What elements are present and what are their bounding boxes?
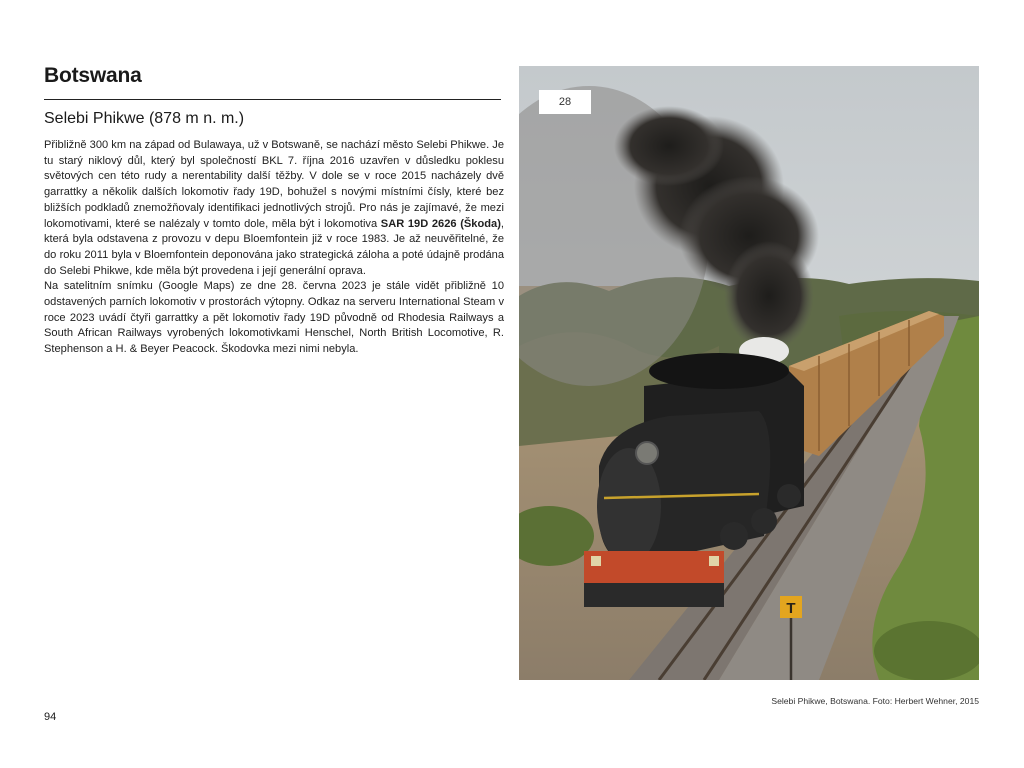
photo-illustration [519,66,979,680]
sign-letter: T [786,600,796,617]
photo-number-badge: 28 [539,90,591,114]
paragraph-1-end: , která byla odstavena z provozu v depu Bloemfontein již v roce 1983. Je až neuvěřitelné, že do roku 2011 byla v Bloemfontein deponována jako strategická záloha a poté údajně prodána do Selebi Phikwe, kde měla být provedena i její generální oprava. [44,217,504,277]
section-heading: Selebi Phikwe (878 m n. m.) [44,110,245,127]
paragraph-1-start: Přibližně 300 km na západ od Bulawaya, už v Botswaně, se nachází město Selebi Phikwe. Je tu starý niklový důl, který byl společností BKL 7. října 2016 uzavřen v důsledku poklesu světových cen této rudy a nerentability další těžby. V dole se v roce 2015 nacházely dvě garrattky a několik dalších lokomotiv řady 19D, bohužel s novými místními čísly, které bez bližších podkladů znemožňovaly identifikaci jednotlivých strojů. Pro nás je zajímavé, že mezi lokomotivami, které se nalézaly v tomto dole, měla být i lokomotiva [44,139,504,230]
paragraph-2: Na satelitním snímku (Google Maps) ze dne 28. června 2023 je stále vidět přibližně 10 odstavených parních lokomotiv v prostorách výtopny. Odkaz na serveru International Steam v roce 2023 uvádí čtyři garrattky a pět lokomotiv řady 19D původně od Rhodesia Railways a South African Railways vyrobených lokomotivkami Henschel, North British Locomotive, R. Stephenson a H. & Beyer Peacock. Škodovka mezi nimi nebyla. [44,280,504,356]
locomotive-designation: SAR 19D 2626 (Škoda) [380,217,501,230]
heading-rule [44,99,501,100]
page-number: 94 [44,711,57,723]
article-body [44,138,504,358]
page-heading: Botswana [44,64,142,87]
train-photo [519,66,979,680]
photo-caption: Selebi Phikwe, Botswana. Foto: Herbert Wehner, 2015 [771,696,979,706]
paragraph-1 [44,138,504,279]
